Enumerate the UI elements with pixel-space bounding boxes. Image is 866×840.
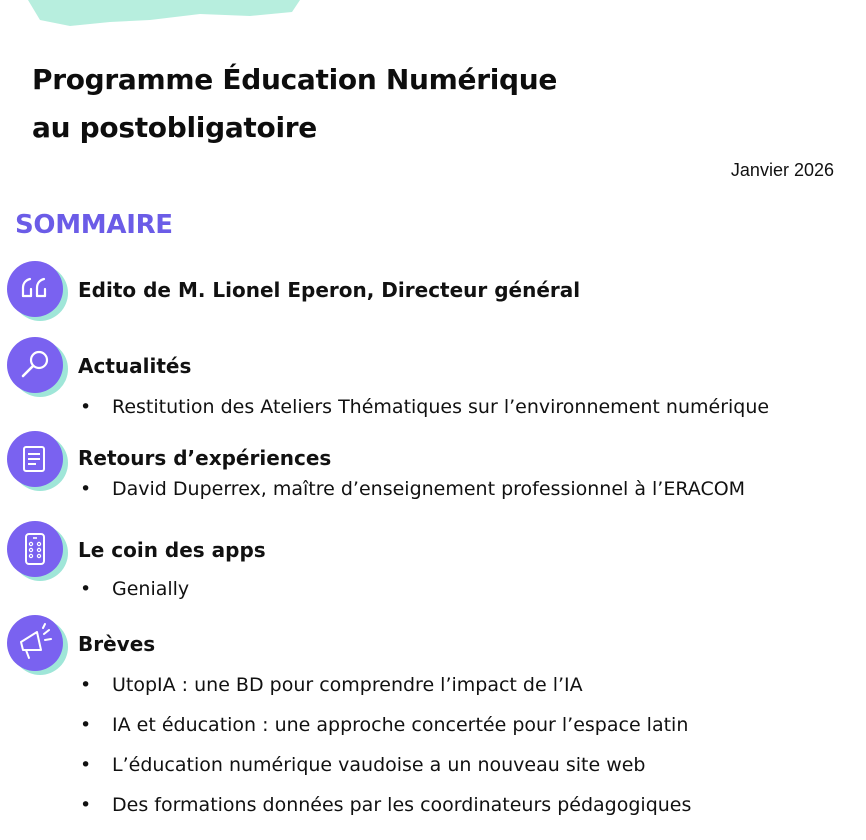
list-item[interactable] xyxy=(80,478,745,500)
list-item[interactable] xyxy=(80,578,189,600)
bullet-icon: • xyxy=(80,674,92,696)
header-banner-decoration xyxy=(0,0,866,40)
section-title[interactable]: Retours d’expériences xyxy=(78,446,332,470)
list-item[interactable] xyxy=(80,794,691,816)
section-title[interactable]: Actualités xyxy=(78,354,192,378)
list-item-text: David Duperrex, maître d’enseignement professionnel à l’ERACOM xyxy=(112,478,746,500)
list-item-text: IA et éducation : une approche concertée pour l’espace latin xyxy=(112,714,689,736)
list-item-text: L’éducation numérique vaudoise a un nouveau site web xyxy=(112,754,646,776)
bullet-icon: • xyxy=(80,714,92,736)
list-item[interactable] xyxy=(80,674,583,696)
section-title[interactable]: Edito de M. Lionel Eperon, Directeur général xyxy=(78,278,581,302)
list-item[interactable] xyxy=(80,754,645,776)
bullet-icon: • xyxy=(80,754,92,776)
phone-icon xyxy=(4,518,68,582)
list-item-text: Genially xyxy=(112,578,190,600)
bullet-icon: • xyxy=(80,478,92,500)
title-line-1: Programme Éducation Numérique xyxy=(32,63,558,96)
bullet-icon: • xyxy=(80,578,92,600)
bullet-icon: • xyxy=(80,794,92,816)
list-item[interactable] xyxy=(80,714,688,736)
section-title[interactable]: Le coin des apps xyxy=(78,538,266,562)
list-item-text: Restitution des Ateliers Thématiques sur l’environnement numérique xyxy=(112,396,770,418)
publication-date: Janvier 2026 xyxy=(730,160,834,180)
quote-icon xyxy=(4,258,68,322)
bullet-icon: • xyxy=(80,396,92,418)
list-item-text: UtopIA : une BD pour comprendre l’impact de l’IA xyxy=(112,674,583,696)
table-of-contents-heading: SOMMAIRE xyxy=(15,210,173,240)
title-line-2: au postobligatoire xyxy=(32,111,317,144)
section-title[interactable]: Brèves xyxy=(78,632,156,656)
magnifier-icon xyxy=(4,334,68,398)
list-item[interactable] xyxy=(80,396,769,418)
list-item-text: Des formations données par les coordinateurs pédagogiques xyxy=(112,794,692,816)
megaphone-icon xyxy=(4,612,68,676)
page-title xyxy=(32,56,557,152)
document-icon xyxy=(4,428,68,492)
